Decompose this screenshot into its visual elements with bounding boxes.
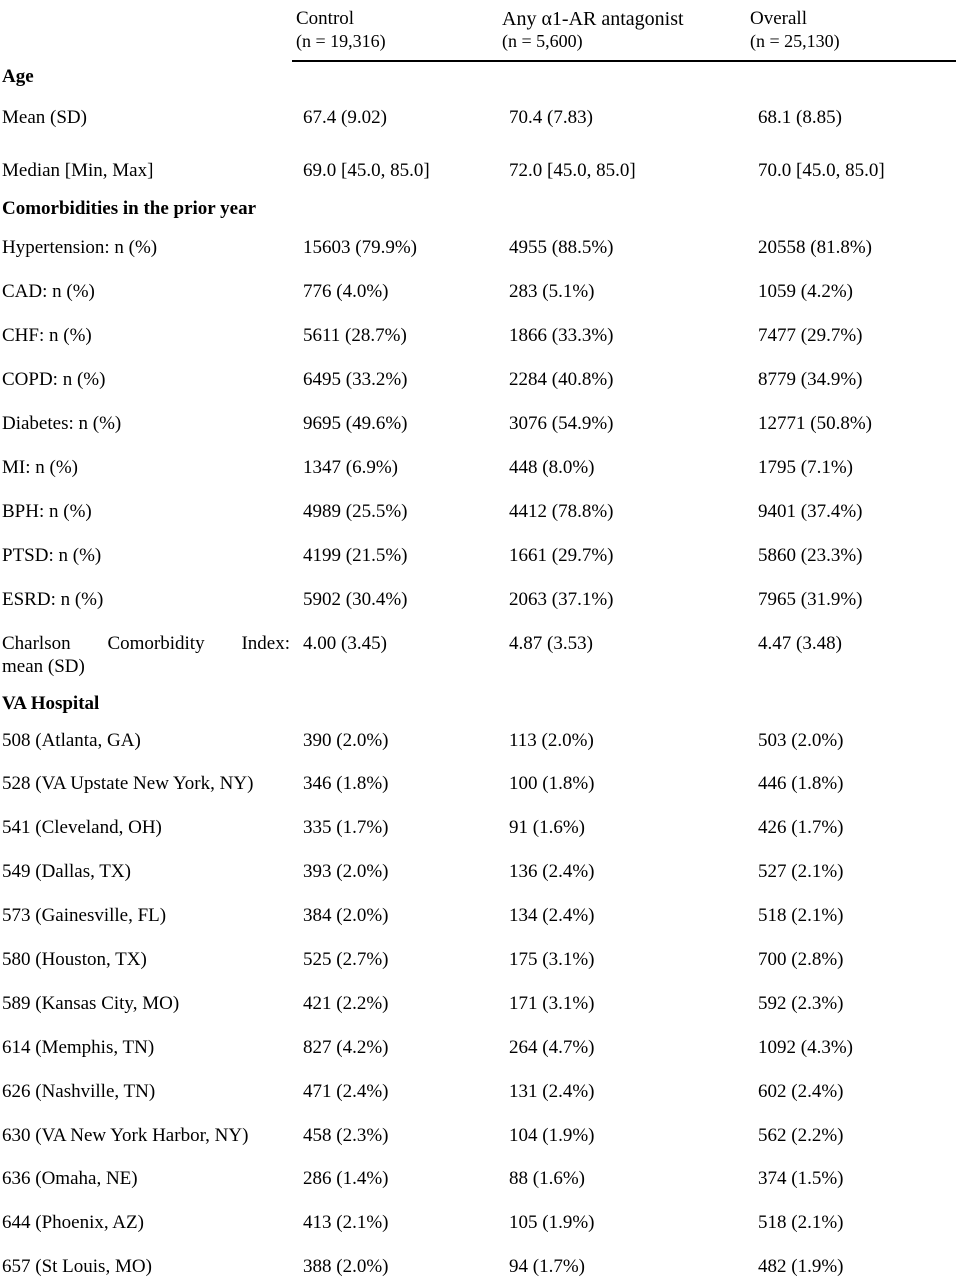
cell-overall: 482 (1.9%): [758, 1256, 844, 1277]
row-label: CAD: n (%): [2, 281, 95, 302]
section-heading-age: [0, 66, 956, 90]
cell-control: 1347 (6.9%): [303, 457, 398, 478]
cell-control: 525 (2.7%): [303, 949, 389, 970]
cell-antagonist: 4412 (78.8%): [509, 501, 614, 522]
header-rule: [292, 60, 956, 62]
cell-overall: 1092 (4.3%): [758, 1037, 853, 1058]
cell-antagonist: 283 (5.1%): [509, 281, 595, 302]
row-label: 508 (Atlanta, GA): [2, 730, 141, 751]
column-count: (n = 25,130): [750, 31, 840, 51]
cell-control: 286 (1.4%): [303, 1168, 389, 1189]
row-label: 580 (Houston, TX): [2, 949, 147, 970]
cell-overall: 68.1 (8.85): [758, 107, 842, 128]
cell-antagonist: 3076 (54.9%): [509, 413, 614, 434]
cell-antagonist: 171 (3.1%): [509, 993, 595, 1014]
cell-antagonist: 104 (1.9%): [509, 1125, 595, 1146]
row-label: PTSD: n (%): [2, 545, 102, 566]
table-row: [0, 905, 956, 929]
row-label: COPD: n (%): [2, 369, 106, 390]
cell-control: 9695 (49.6%): [303, 413, 408, 434]
table-row: [0, 1256, 956, 1280]
cell-antagonist: 72.0 [45.0, 85.0]: [509, 160, 636, 181]
table-row: [0, 817, 956, 841]
cell-control: 421 (2.2%): [303, 993, 389, 1014]
table-row: [0, 633, 956, 681]
cell-overall: 9401 (37.4%): [758, 501, 863, 522]
table-row: [0, 281, 956, 305]
table-row: [0, 589, 956, 613]
cell-antagonist: 134 (2.4%): [509, 905, 595, 926]
cell-control: 413 (2.1%): [303, 1212, 389, 1233]
table-row: [0, 545, 956, 569]
cell-control: 346 (1.8%): [303, 773, 389, 794]
table-row: [0, 730, 956, 754]
row-label: 528 (VA Upstate New York, NY): [2, 773, 254, 794]
cell-control: 5902 (30.4%): [303, 589, 408, 610]
table-row: [0, 1081, 956, 1105]
row-label: 541 (Cleveland, OH): [2, 817, 162, 838]
cell-antagonist: 448 (8.0%): [509, 457, 595, 478]
cell-antagonist: 175 (3.1%): [509, 949, 595, 970]
cell-control: 827 (4.2%): [303, 1037, 389, 1058]
row-label: 549 (Dallas, TX): [2, 861, 131, 882]
cell-antagonist: 105 (1.9%): [509, 1212, 595, 1233]
row-label: 614 (Memphis, TN): [2, 1037, 155, 1058]
cell-antagonist: 70.4 (7.83): [509, 107, 593, 128]
cell-antagonist: 91 (1.6%): [509, 817, 585, 838]
section-label: Age: [2, 66, 34, 87]
row-label: 630 (VA New York Harbor, NY): [2, 1125, 249, 1146]
row-label: Diabetes: n (%): [2, 413, 122, 434]
cell-overall: 426 (1.7%): [758, 817, 844, 838]
row-label: ESRD: n (%): [2, 589, 104, 610]
column-count: (n = 19,316): [296, 31, 386, 51]
cell-antagonist: 2284 (40.8%): [509, 369, 614, 390]
row-label: Mean (SD): [2, 107, 87, 128]
cell-overall: 7477 (29.7%): [758, 325, 863, 346]
table-row: [0, 457, 956, 481]
cell-control: 5611 (28.7%): [303, 325, 407, 346]
cell-antagonist: 4955 (88.5%): [509, 237, 614, 258]
cell-overall: 8779 (34.9%): [758, 369, 863, 390]
cell-antagonist: 4.87 (3.53): [509, 633, 593, 654]
cell-overall: 700 (2.8%): [758, 949, 844, 970]
cell-overall: 562 (2.2%): [758, 1125, 844, 1146]
table-row: [0, 1168, 956, 1192]
table-row: [0, 413, 956, 437]
column-header-overall: [750, 8, 840, 52]
cell-control: 4989 (25.5%): [303, 501, 408, 522]
cell-control: 69.0 [45.0, 85.0]: [303, 160, 430, 181]
column-header-control: [296, 8, 386, 52]
cell-control: 6495 (33.2%): [303, 369, 408, 390]
row-label: 636 (Omaha, NE): [2, 1168, 138, 1189]
table-row: [0, 1125, 956, 1149]
table-row: [0, 993, 956, 1017]
table-row: [0, 1037, 956, 1061]
cell-control: 471 (2.4%): [303, 1081, 389, 1102]
cell-antagonist: 94 (1.7%): [509, 1256, 585, 1277]
table-row: [0, 501, 956, 525]
cell-overall: 527 (2.1%): [758, 861, 844, 882]
cell-antagonist: 2063 (37.1%): [509, 589, 614, 610]
row-label: Median [Min, Max]: [2, 160, 154, 181]
cell-overall: 602 (2.4%): [758, 1081, 844, 1102]
table-row: [0, 949, 956, 973]
cell-control: 384 (2.0%): [303, 905, 389, 926]
cell-control: 393 (2.0%): [303, 861, 389, 882]
table-row: [0, 107, 956, 131]
cell-overall: 7965 (31.9%): [758, 589, 863, 610]
column-count: (n = 5,600): [502, 31, 583, 51]
cell-control: 15603 (79.9%): [303, 237, 417, 258]
table-row: [0, 160, 956, 184]
row-label: 626 (Nashville, TN): [2, 1081, 156, 1102]
cell-antagonist: 113 (2.0%): [509, 730, 594, 751]
row-label: BPH: n (%): [2, 501, 92, 522]
column-header-antagonist: [502, 8, 684, 52]
row-label: MI: n (%): [2, 457, 78, 478]
row-label: Hypertension: n (%): [2, 237, 158, 258]
cell-overall: 1795 (7.1%): [758, 457, 853, 478]
row-label: Charlson Comorbidity Index:: [2, 633, 290, 654]
cell-antagonist: 1661 (29.7%): [509, 545, 614, 566]
cell-antagonist: 264 (4.7%): [509, 1037, 595, 1058]
section-label: VA Hospital: [2, 693, 100, 714]
cell-overall: 5860 (23.3%): [758, 545, 863, 566]
column-title: Any α1-AR antagonist: [502, 8, 684, 30]
cell-control: 4.00 (3.45): [303, 633, 387, 654]
section-heading-comorbidities: [0, 198, 956, 222]
cell-control: 67.4 (9.02): [303, 107, 387, 128]
row-label: 589 (Kansas City, MO): [2, 993, 180, 1014]
section-label: Comorbidities in the prior year: [2, 198, 257, 219]
cell-control: 458 (2.3%): [303, 1125, 389, 1146]
table-row: [0, 1212, 956, 1236]
table-row: [0, 237, 956, 261]
cell-overall: 592 (2.3%): [758, 993, 844, 1014]
cell-overall: 4.47 (3.48): [758, 633, 842, 654]
row-label: CHF: n (%): [2, 325, 92, 346]
cell-overall: 70.0 [45.0, 85.0]: [758, 160, 885, 181]
cell-overall: 374 (1.5%): [758, 1168, 844, 1189]
cell-control: 776 (4.0%): [303, 281, 389, 302]
table-header: [0, 0, 956, 62]
row-label: 657 (St Louis, MO): [2, 1256, 152, 1277]
section-heading-hospital: [0, 693, 956, 717]
cell-control: 4199 (21.5%): [303, 545, 408, 566]
row-label: 573 (Gainesville, FL): [2, 905, 167, 926]
cell-control: 335 (1.7%): [303, 817, 389, 838]
cell-antagonist: 131 (2.4%): [509, 1081, 595, 1102]
cell-overall: 518 (2.1%): [758, 905, 844, 926]
cell-antagonist: 1866 (33.3%): [509, 325, 614, 346]
cell-overall: 518 (2.1%): [758, 1212, 844, 1233]
cell-overall: 503 (2.0%): [758, 730, 844, 751]
table-row: [0, 773, 956, 797]
table-row: [0, 369, 956, 393]
cell-antagonist: 88 (1.6%): [509, 1168, 585, 1189]
cell-overall: 1059 (4.2%): [758, 281, 853, 302]
cell-control: 388 (2.0%): [303, 1256, 389, 1277]
cell-antagonist: 100 (1.8%): [509, 773, 595, 794]
cell-overall: 20558 (81.8%): [758, 237, 872, 258]
row-label: 644 (Phoenix, AZ): [2, 1212, 144, 1233]
cell-overall: 446 (1.8%): [758, 773, 844, 794]
cell-control: 390 (2.0%): [303, 730, 389, 751]
table-row: [0, 325, 956, 349]
column-title: Control: [296, 8, 355, 29]
column-title: Overall: [750, 8, 807, 29]
table-row: [0, 861, 956, 885]
cell-antagonist: 136 (2.4%): [509, 861, 595, 882]
row-label-continued: mean (SD): [2, 656, 85, 677]
cell-overall: 12771 (50.8%): [758, 413, 872, 434]
